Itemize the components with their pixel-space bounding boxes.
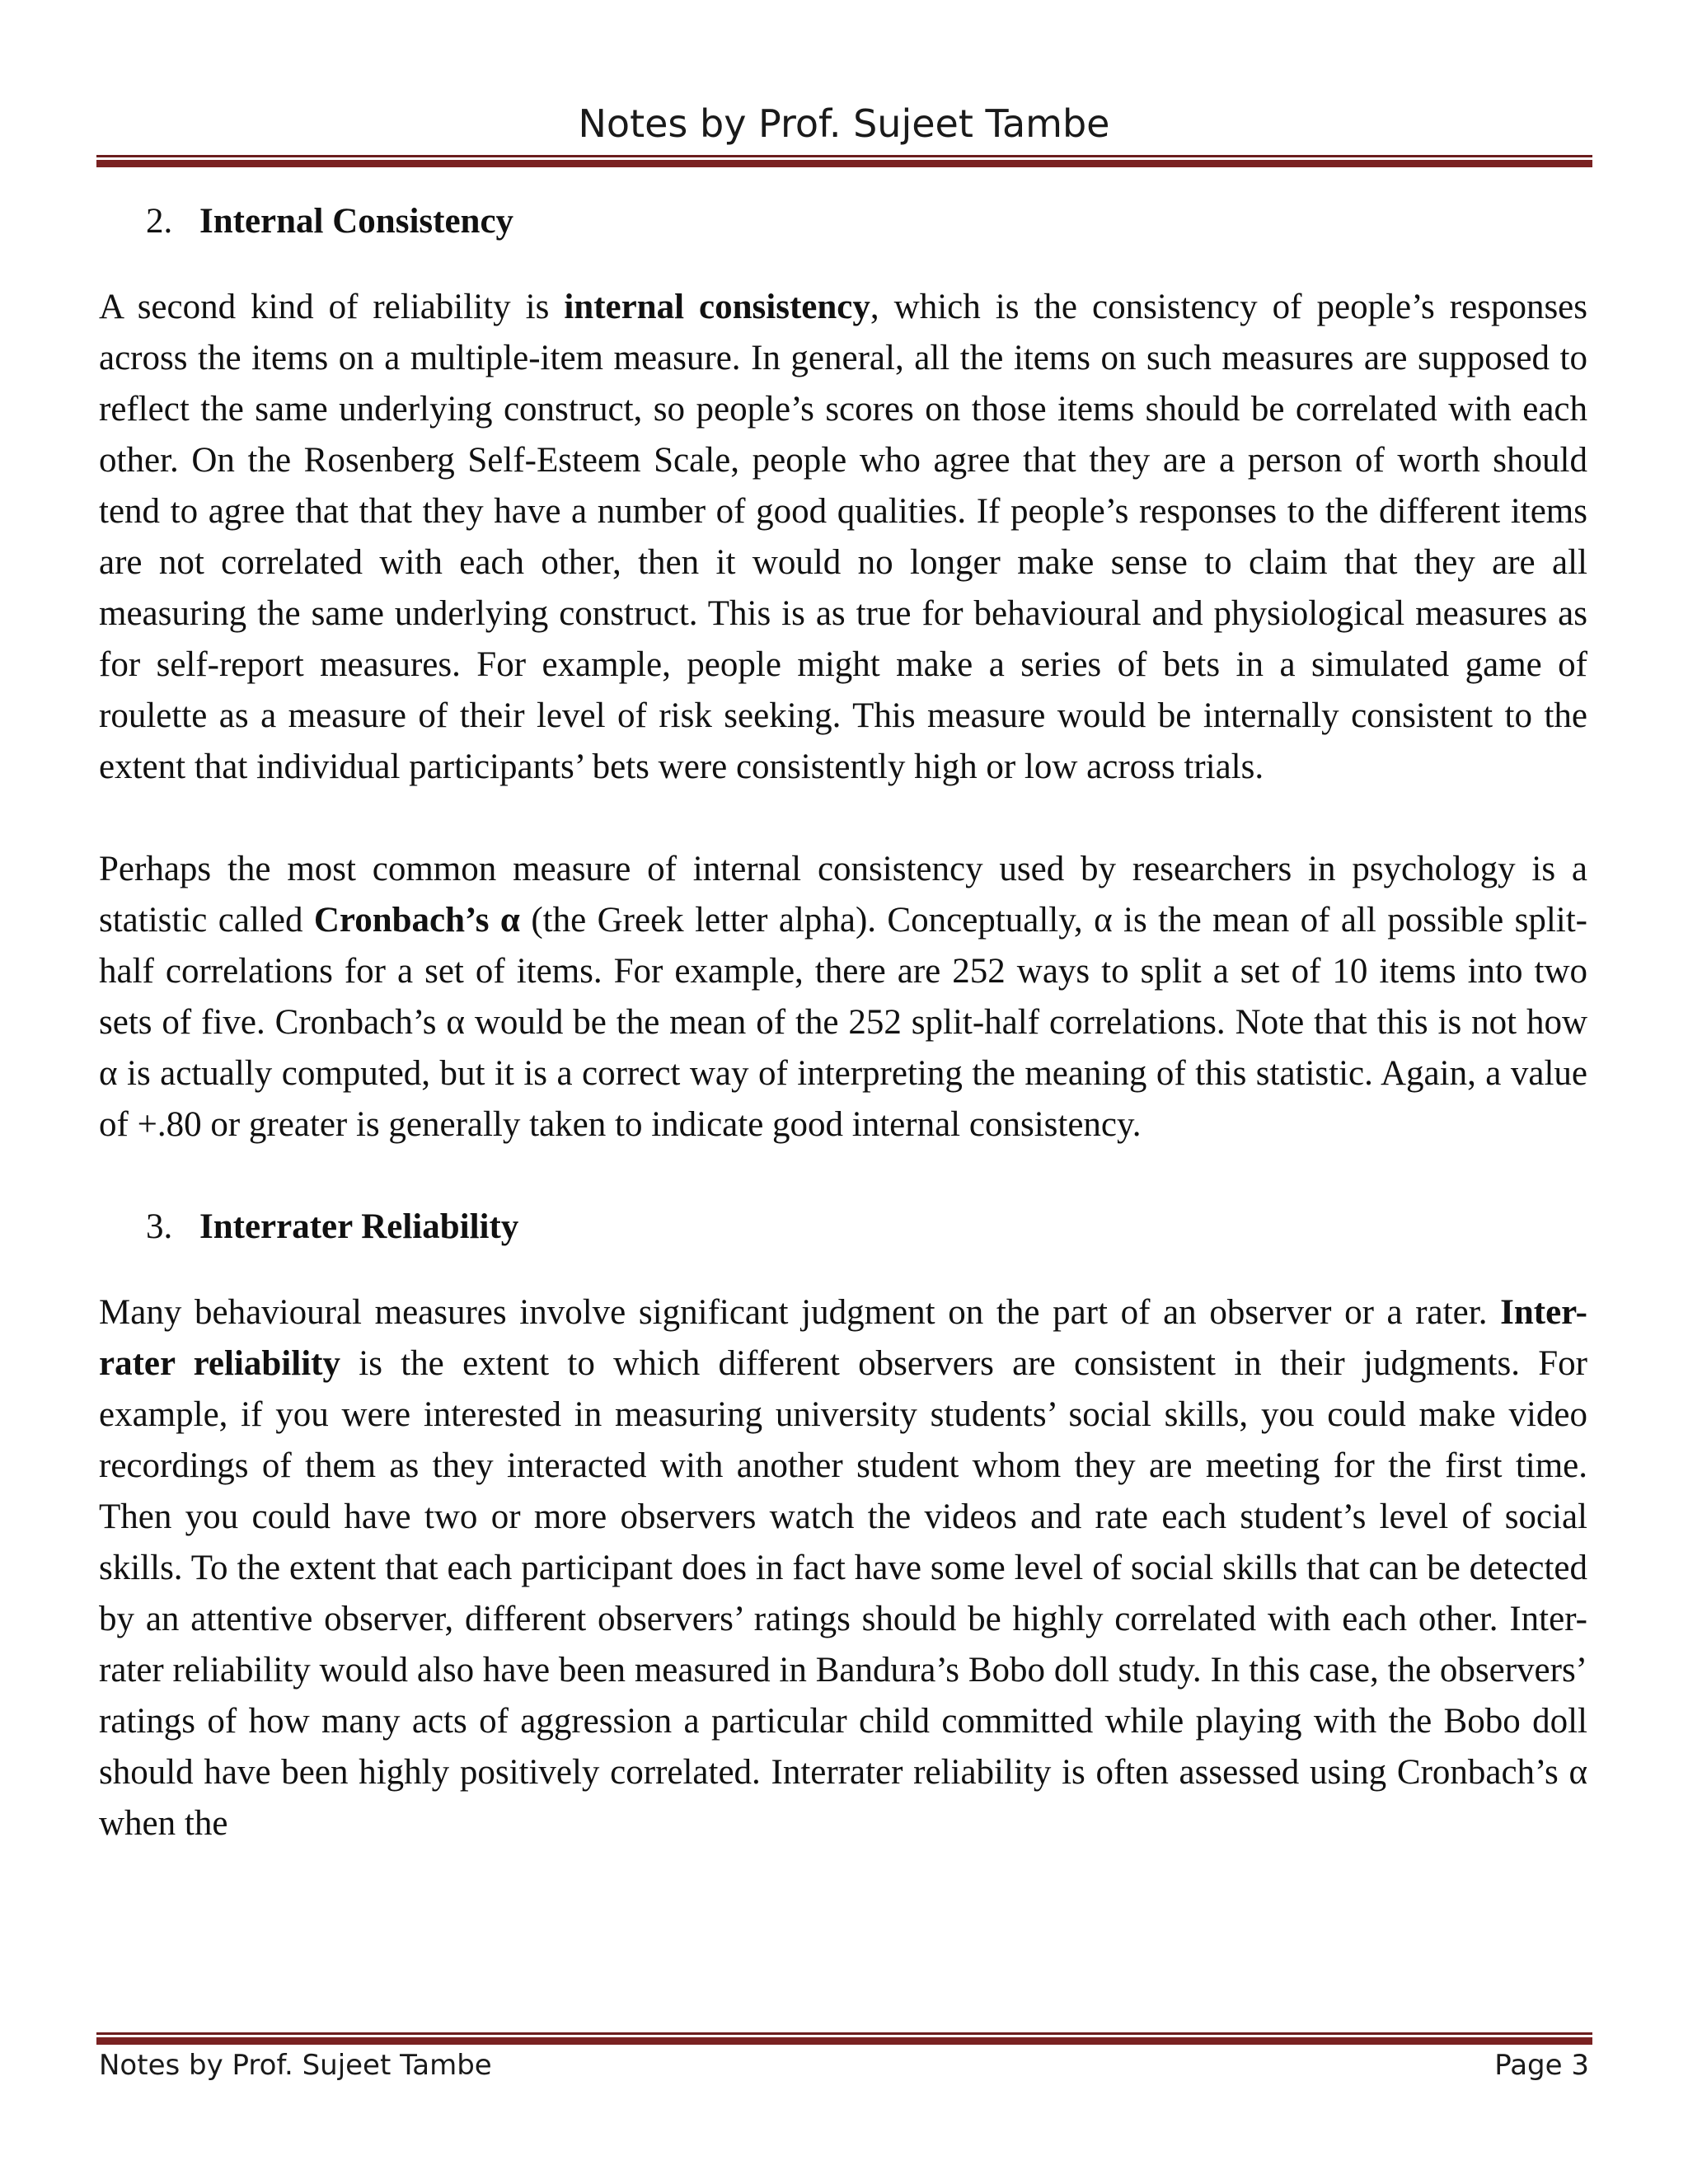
bold-term-internal-consistency: internal consistency [564,288,870,326]
footer-page-number: Page 3 [1494,2049,1589,2082]
footer-author: Notes by Prof. Sujeet Tambe [99,2049,492,2082]
bold-term-cronbach-alpha: Cronbach’s α [313,901,520,940]
paragraph-text: Many behavioural measures involve significant judgment on the part of an observer or a rater. [99,1293,1501,1332]
paragraph-text: , which is the consistency of people’s responses across the items on a multiple-item measure. In general, all the items on such measures are supposed to reflect the same underlying construct, so people’s scores on those items should be correlated with each other. On the Rosenberg Self-Esteem Scale, people who agree that they are a person of worth should tend to agree that that they have a number of good qualities. If people’s responses to the different items are not correlated with each other, then it would no longer make sense to claim that they are all measuring the same underlying construct. This is as true for behavioural and physiological measures as for self-report measures. For example, people might make a series of bets in a simulated game of roulette as a measure of their level of risk seeking. This measure would be internally consistent to the extent that individual participants’ bets were consistently high or low across trials. [99,288,1587,786]
header-rule [96,155,1592,167]
footer-rule [96,2032,1592,2045]
paragraph-cronbach-alpha [99,844,1587,1151]
paragraph-text: A second kind of reliability is [99,288,565,326]
section-heading-interrater-reliability [99,1202,1587,1253]
paragraph-text: (the Greek letter alpha). Conceptually, α is the mean of all possible split-half correlations for a set of items. For example, there are 252 ways to split a set of 10 items into two sets of five. Cronbach’s α would be the mean of the 252 split-half correlations. Note that this is not how α is actually computed, but it is a correct way of interpreting the meaning of this statistic. Again, a value of +.80 or greater is generally taken to indicate good internal consistency. [99,901,1587,1144]
paragraph-internal-consistency [99,282,1587,793]
section-title: Internal Consistency [199,202,514,241]
paragraph-text: Perhaps the most common measure of internal consistency used by researchers in psychology is a statistic called [99,850,1587,940]
section-number: 2. [146,202,173,241]
paragraph-text: is the extent to which different observers are consistent in their judgments. For example, if you were interested in measuring university students’ social skills, you could make video recordings of them as they interacted with another student whom they are meeting for the first time. Then you could have two or more observers watch the videos and rate each student’s level of social skills. To the extent that each participant does in fact have some level of social skills that can be detected by an attentive observer, different observers’ ratings should be highly correlated with each other. Inter-rater reliability would also have been measured in Bandura’s Bobo doll study. In this case, the observers’ ratings of how many acts of aggression a particular child committed while playing with the Bobo doll should have been highly positively correlated. Interrater reliability is often assessed using Cronbach’s α when the [99,1344,1587,1843]
document-body [99,196,1587,1849]
page-header-title: Notes by Prof. Sujeet Tambe [578,101,1110,146]
section-heading-internal-consistency [99,196,1587,247]
bold-term-inter-rater-reliability: Inter-rater reliability [99,1293,1587,1383]
section-number: 3. [146,1207,173,1246]
section-title: Interrater Reliability [199,1207,519,1246]
paragraph-interrater-reliability [99,1287,1587,1849]
